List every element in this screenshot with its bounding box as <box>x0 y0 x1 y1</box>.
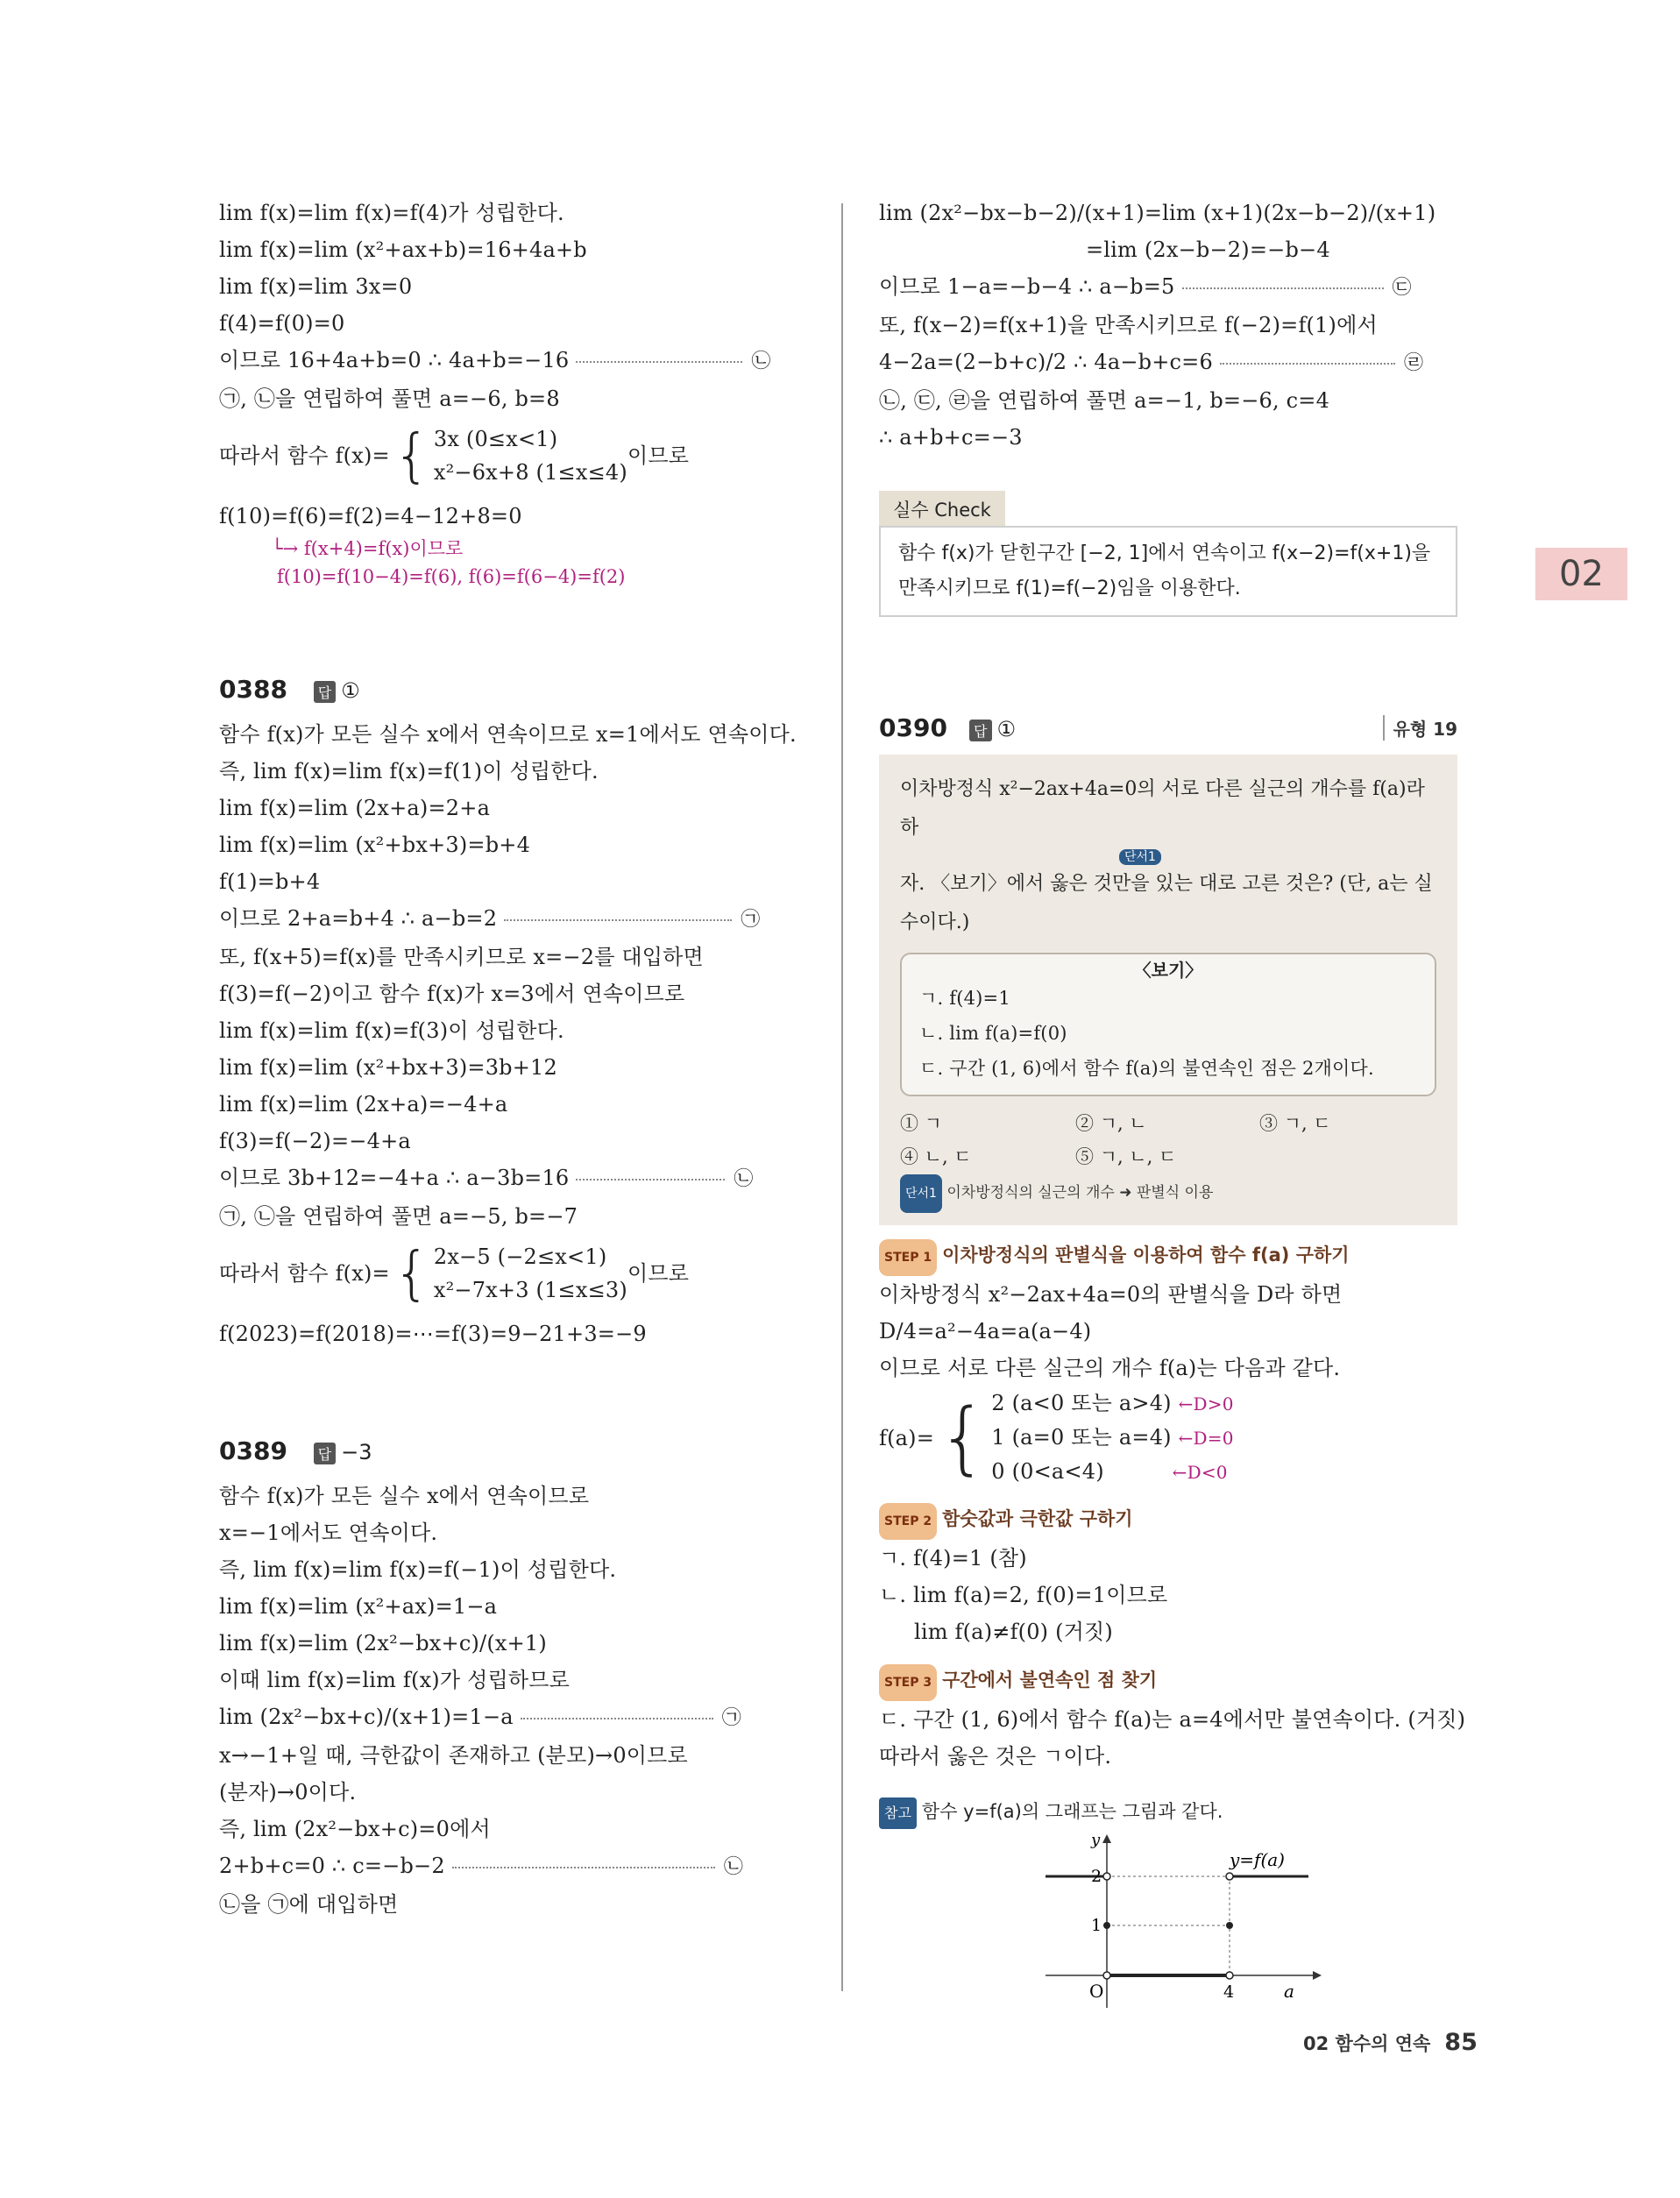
text-line: ㄴ. lim f(a)=2, f(0)=1이므로 <box>879 1583 1168 1607</box>
text-line: lim f(x)=lim f(x)=f(3)이 성립한다. <box>219 1018 564 1043</box>
column-divider <box>841 203 843 1991</box>
piecewise-suffix: 이므로 <box>627 443 690 468</box>
text-line: x→−1+일 때, 극한값이 존재하고 (분모)→0이므로 <box>219 1743 688 1768</box>
equation-tag: ㉡ <box>751 351 771 372</box>
page-number: 85 <box>1444 2029 1478 2056</box>
tagged-text: 2+b+c=0 ∴ c=−b−2 <box>219 1854 445 1878</box>
text-line: f(4)=f(0)=0 <box>219 311 345 336</box>
x-axis-label: a <box>1284 1981 1294 2002</box>
text-line: lim f(x)=lim 3x=0 <box>219 274 413 299</box>
hint-badge-row <box>1119 847 1436 865</box>
piecewise-suffix: 이므로 <box>627 1261 690 1286</box>
piecewise-function <box>219 422 780 489</box>
text-line: 이때 lim f(x)=lim f(x)가 성립하므로 <box>219 1668 571 1692</box>
open-point <box>1103 1972 1110 1979</box>
open-point <box>1103 1873 1110 1880</box>
dot-leader <box>576 1179 725 1181</box>
bogi-item: ㄴ. lim f(a)=f(0) <box>919 1023 1067 1044</box>
case-text: 0 (0<a<4) <box>991 1459 1104 1484</box>
hint-line <box>900 1173 1436 1213</box>
text-line: ㉠, ㉡을 연립하여 풀면 a=−5, b=−7 <box>219 1204 578 1229</box>
footer-chapter: 02 함수의 연속 <box>1303 2033 1431 2054</box>
text-line: ㉡을 ㉠에 대입하면 <box>219 1892 399 1917</box>
case-line <box>991 1421 1233 1455</box>
answer-value: ① <box>341 678 360 703</box>
hint-badge: 단서1 <box>900 1174 942 1213</box>
step-title: 이차방정식의 판별식을 이용하여 함수 f(a) 구하기 <box>942 1244 1350 1266</box>
step-label: STEP 2 <box>879 1503 937 1540</box>
annotation-note: f(10)=f(10−4)=f(6), f(6)=f(6−4)=f(2) <box>277 566 626 587</box>
chapter-tab: 02 <box>1535 548 1627 600</box>
y-tick-label: 2 <box>1091 1867 1102 1886</box>
dot-leader <box>504 919 732 921</box>
choice-4[interactable]: ④ ㄴ, ㄷ <box>900 1146 972 1167</box>
text-line: f(3)=f(−2)이고 함수 f(x)가 x=3에서 연속이므로 <box>219 982 685 1006</box>
step-label: STEP 3 <box>879 1664 937 1701</box>
text-line: f(1)=b+4 <box>219 869 321 894</box>
problem-number: 0388 <box>219 675 287 704</box>
case-note: ←D=0 <box>1178 1428 1234 1449</box>
text-line: 즉, lim (2x²−bx+c)=0에서 <box>219 1817 491 1841</box>
answer-label: 답 <box>314 1443 336 1464</box>
dot-leader <box>576 361 742 363</box>
step-2 <box>879 1501 1457 1540</box>
tagged-text: lim (2x²−bx+c)/(x+1)=1−a <box>219 1705 514 1729</box>
equation-tag: ㉡ <box>734 1168 754 1190</box>
tagged-line <box>219 900 780 939</box>
problem-number-0389 <box>219 1436 780 1465</box>
step-3 <box>879 1663 1457 1701</box>
y-axis-label: y <box>1091 1833 1101 1849</box>
curve-label: y=f(a) <box>1230 1849 1285 1870</box>
answer <box>969 717 1016 741</box>
case-text: 2 (a<0 또는 a>4) <box>991 1391 1172 1415</box>
equation-tag: ㉠ <box>741 909 761 931</box>
ref-text: 함수 y=f(a)의 그래프는 그림과 같다. <box>921 1801 1223 1822</box>
piecewise-function <box>219 1240 780 1307</box>
choice-2[interactable]: ② ㄱ, ㄴ <box>1075 1113 1147 1134</box>
step-label: STEP 1 <box>879 1239 937 1276</box>
text-line: ㉠, ㉡을 연립하여 풀면 a=−6, b=8 <box>219 386 560 411</box>
function-graph <box>1046 1833 1335 2008</box>
problem-type: 유형 19 <box>1383 715 1457 741</box>
text-line: lim f(x)=lim (x²+ax+b)=16+4a+b <box>219 238 587 262</box>
open-point <box>1226 1972 1233 1979</box>
question-text: 자. 〈보기〉에서 옳은 것만을 있는 대로 고른 것은? (단, a는 실수이다.) <box>900 873 1433 933</box>
text-line: lim f(x)=lim (x²+ax)=1−a <box>219 1594 498 1619</box>
equation-tag: ㉡ <box>723 1856 744 1878</box>
question-text: 이차방정식 x²−2ax+4a=0의 서로 다른 실근의 개수를 f(a)라 하 <box>900 778 1425 839</box>
equation-tag: ㉣ <box>1403 352 1424 374</box>
problem-number: 0389 <box>219 1436 287 1465</box>
case-note: ←D>0 <box>1178 1393 1234 1415</box>
problem-number: 0390 <box>879 713 947 742</box>
choice-5[interactable]: ⑤ ㄱ, ㄴ, ㄷ <box>1075 1146 1177 1167</box>
dot-leader <box>521 1718 713 1719</box>
left-lines-a <box>219 195 780 342</box>
annotation-note: └→ f(x+4)=f(x)이므로 <box>272 538 464 559</box>
hint-text: 이차방정식의 실근의 개수 ➜ 판별식 이용 <box>946 1184 1214 1202</box>
text-line: lim (2x²−bx−b−2)/(x+1)=lim (x+1)(2x−b−2)/(x+1) <box>879 201 1436 225</box>
check-box: 함수 f(x)가 닫힌구간 [−2, 1]에서 연속이고 f(x−2)=f(x+1)을 만족시키므로 f(1)=f(−2)임을 이용한다. <box>879 526 1457 617</box>
tagged-line <box>879 268 1457 307</box>
answer-label: 답 <box>314 681 336 703</box>
problem-header-0390 <box>879 713 1457 742</box>
tagged-text: 이므로 16+4a+b=0 ∴ 4a+b=−16 <box>219 348 570 372</box>
case-text: 1 (a=0 또는 a=4) <box>991 1425 1172 1450</box>
closed-point <box>1226 1922 1233 1929</box>
brace: { <box>393 1239 430 1307</box>
choice-3[interactable]: ③ ㄱ, ㄷ <box>1259 1113 1331 1134</box>
x-tick-label: 4 <box>1223 1982 1235 2002</box>
case-line: x²−7x+3 (1≤x≤3) <box>433 1278 627 1302</box>
choices <box>900 1107 1436 1173</box>
question-box <box>879 755 1457 1225</box>
y-axis-arrow <box>1102 1834 1111 1843</box>
text-line: ㄷ. 구간 (1, 6)에서 함수 f(a)는 a=4에서만 불연속이다. (거짓) <box>879 1707 1466 1732</box>
text-line: 또, f(x−2)=f(x+1)을 만족시키므로 f(−2)=f(1)에서 <box>879 313 1378 337</box>
origin-label: O <box>1089 1981 1104 2002</box>
dot-leader <box>452 1867 715 1868</box>
tagged-line <box>219 1698 780 1737</box>
case-line <box>991 1455 1233 1489</box>
page-footer <box>1303 2029 1478 2056</box>
equation-tag: ㉠ <box>721 1707 741 1729</box>
tagged-text: 이므로 2+a=b+4 ∴ a−b=2 <box>219 906 498 931</box>
dot-leader <box>1182 287 1384 289</box>
tagged-line <box>219 1847 780 1886</box>
text-line: f(10)=f(6)=f(2)=4−12+8=0 <box>219 504 522 528</box>
step-1 <box>879 1237 1457 1276</box>
fa-piecewise <box>879 1386 1457 1489</box>
text-line: 즉, lim f(x)=lim f(x)=f(−1)이 성립한다. <box>219 1557 617 1582</box>
dot-leader <box>1220 363 1395 365</box>
tagged-line <box>219 1159 780 1198</box>
equation-tag: ㉢ <box>1392 277 1412 299</box>
text-line: 이므로 서로 다른 실근의 개수 f(a)는 다음과 같다. <box>879 1356 1341 1380</box>
text-line: 함수 f(x)가 모든 실수 x에서 연속이므로 <box>219 1484 590 1508</box>
case-line: 3x (0≤x<1) <box>433 427 558 451</box>
text-line: x=−1에서도 연속이다. <box>219 1521 438 1545</box>
bogi-item: ㄱ. f(4)=1 <box>919 988 1010 1009</box>
text-line: lim f(x)=lim (2x+a)=2+a <box>219 796 491 820</box>
text-line: =lim (2x−b−2)=−b−4 <box>1086 238 1330 262</box>
text-line: f(3)=f(−2)=−4+a <box>219 1129 411 1153</box>
piecewise-prefix: f(a)= <box>879 1425 935 1450</box>
answer <box>314 678 360 703</box>
text-line: lim f(x)=lim (2x²−bx+c)/(x+1) <box>219 1631 547 1656</box>
text-line: lim f(x)=lim f(x)=f(4)가 성립한다. <box>219 201 564 225</box>
y-tick-label: 1 <box>1091 1916 1102 1935</box>
tagged-text: 이므로 3b+12=−4+a ∴ a−3b=16 <box>219 1166 570 1190</box>
left-column <box>219 195 797 1923</box>
text-line: D/4=a²−4a=a(a−4) <box>879 1319 1092 1344</box>
bogi-item: ㄷ. 구간 (1, 6)에서 함수 f(a)의 불연속인 점은 2개이다. <box>919 1058 1374 1079</box>
problem-number-0390 <box>879 713 1016 742</box>
step-title: 구간에서 불연속인 점 찾기 <box>942 1670 1158 1691</box>
text-line: 함수 f(x)가 모든 실수 x에서 연속이므로 x=1에서도 연속이다. <box>219 722 797 747</box>
text-line: 이차방정식 x²−2ax+4a=0의 판별식을 D라 하면 <box>879 1282 1343 1307</box>
closed-point <box>1103 1922 1110 1929</box>
tagged-line <box>879 344 1457 382</box>
text-line: 즉, lim f(x)=lim f(x)=f(1)이 성립한다. <box>219 759 599 783</box>
right-column <box>879 195 1466 2008</box>
bogi-box <box>900 953 1436 1096</box>
hint-badge: 단서1 <box>1119 849 1161 865</box>
answer-value: −3 <box>341 1440 372 1464</box>
reference-note <box>879 1796 1457 1829</box>
text-line: 따라서 옳은 것은 ㄱ이다. <box>879 1744 1112 1769</box>
text-line: 또, f(x+5)=f(x)를 만족시키므로 x=−2를 대입하면 <box>219 945 704 969</box>
brace: { <box>938 1391 989 1484</box>
case-line <box>991 1386 1233 1421</box>
text-line: ∴ a+b+c=−3 <box>879 425 1023 450</box>
tagged-text: 4−2a=(2−b+c)/2 ∴ 4a−b+c=6 <box>879 350 1213 374</box>
piecewise-cases <box>434 422 627 489</box>
case-line: 2x−5 (−2≤x<1) <box>433 1244 607 1269</box>
tagged-line <box>219 342 780 380</box>
choice-1[interactable]: ① ㄱ <box>900 1113 942 1134</box>
answer <box>314 1440 372 1464</box>
text-line: (분자)→0이다. <box>219 1780 357 1804</box>
text-line: lim f(x)=lim (2x+a)=−4+a <box>219 1092 508 1117</box>
problem-number-0388 <box>219 675 780 704</box>
case-note: ←D<0 <box>1172 1462 1228 1483</box>
open-point <box>1226 1873 1233 1880</box>
piecewise-cases <box>434 1240 627 1307</box>
ref-label: 참고 <box>879 1797 917 1829</box>
case-line: x²−6x+8 (1≤x≤4) <box>433 460 627 485</box>
text-line: lim f(a)≠f(0) (거짓) <box>914 1620 1113 1644</box>
step-title: 함숫값과 극한값 구하기 <box>942 1508 1133 1529</box>
piecewise-cases <box>991 1386 1233 1489</box>
bogi-title: 〈보기〉 <box>1133 960 1203 981</box>
text-line: f(2023)=f(2018)=⋯=f(3)=9−21+3=−9 <box>219 1322 647 1346</box>
x-axis-arrow <box>1313 1971 1322 1980</box>
answer-label: 답 <box>969 720 991 741</box>
answer-value: ① <box>996 717 1017 741</box>
brace: { <box>393 422 430 489</box>
text-line: lim f(x)=lim (x²+bx+3)=b+4 <box>219 833 531 857</box>
text-line: lim f(x)=lim (x²+bx+3)=3b+12 <box>219 1055 557 1080</box>
piecewise-prefix: 따라서 함수 f(x)= <box>219 1261 390 1286</box>
check-tab: 실수 Check <box>879 491 1005 526</box>
text-line: ㄱ. f(4)=1 (참) <box>879 1546 1027 1571</box>
text-line: ㉡, ㉢, ㉣을 연립하여 풀면 a=−1, b=−6, c=4 <box>879 388 1330 413</box>
tagged-text: 이므로 1−a=−b−4 ∴ a−b=5 <box>879 274 1175 299</box>
piecewise-prefix: 따라서 함수 f(x)= <box>219 443 390 468</box>
